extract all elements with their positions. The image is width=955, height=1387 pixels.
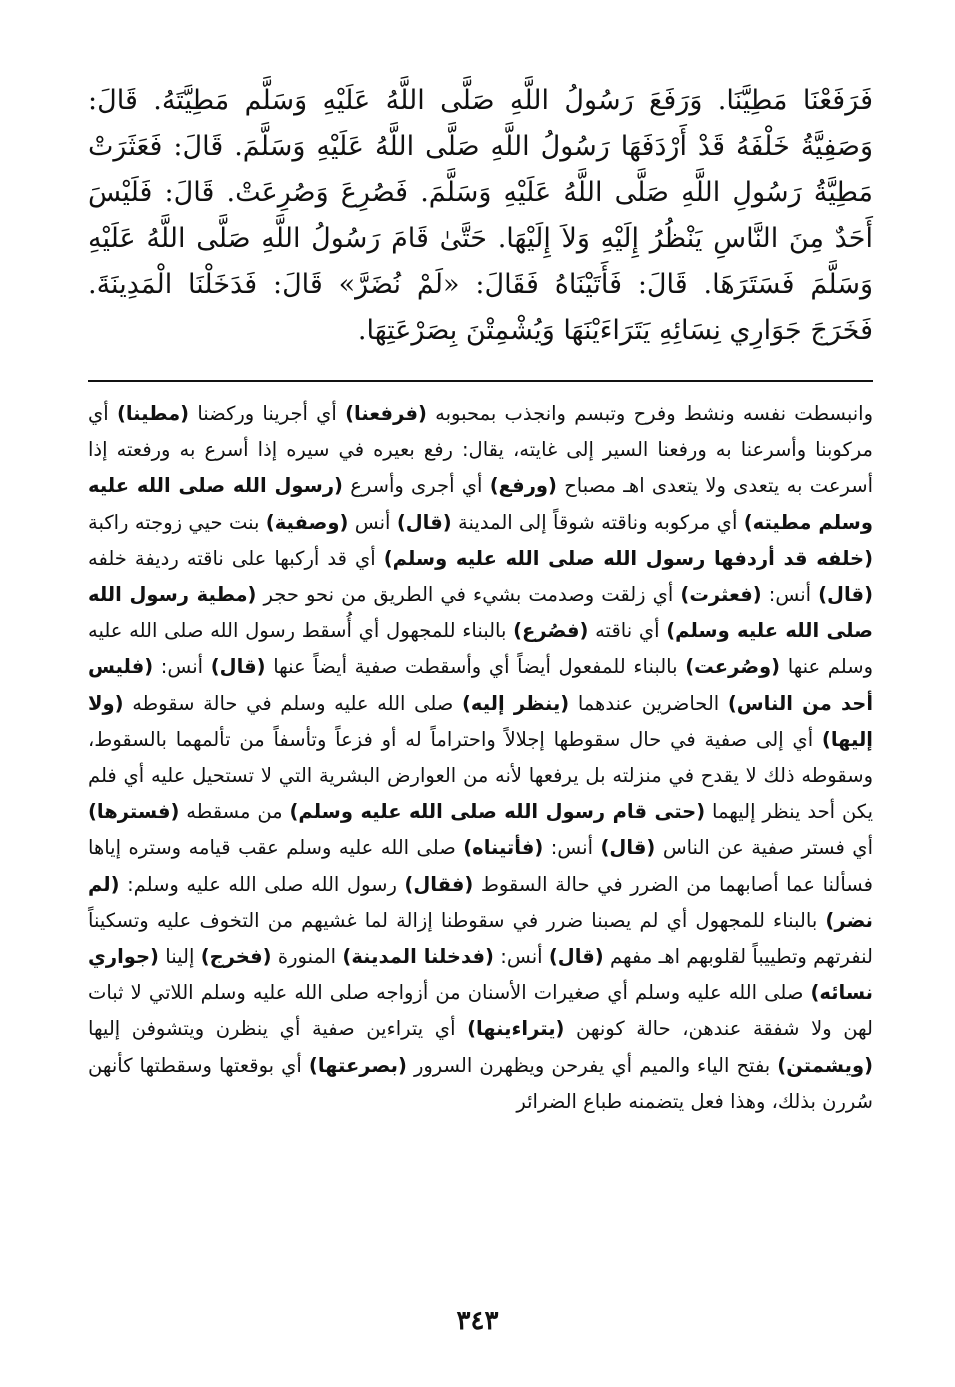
commentary-run: أي فستر صفية عن الناس [655,836,873,860]
page-body [88,78,873,1120]
commentary-keyword: (ورفع) [489,474,557,498]
commentary-run: أي قد أركبها على ناقته رديفة خلفه [88,546,384,570]
commentary-keyword: (مطية رسول الله صلى الله عليه وسلم) [88,583,873,643]
commentary-keyword: (فعثرت) [680,583,762,607]
commentary-keyword: (ينظر إليه) [461,691,570,715]
commentary-keyword: (يتراءينها) [467,1017,565,1041]
commentary-run: وانبسطت نفسه ونشط وفرح وتبسم وانجذب بمحبوبه [426,402,873,425]
commentary-keyword: (ولا إليها) [88,691,873,751]
commentary-keyword: (فرفعنا) [345,402,427,425]
commentary-run: أنس: [153,655,211,679]
commentary-run: رسول الله صلى الله عليه وسلم: [119,872,405,896]
page-number: ٣٤٣ [456,1306,499,1336]
hadith-text: فَرَفَعْنَا مَطِيَّنَا. وَرَفَعَ رَسُولُ اللَّهِ صَلَّى اللَّهُ عَلَيْهِ وَسَلَّم مَطِيَّتَهُ. قَالَ: وَصَفِيَّةُ خَلْفَهُ قَدْ أَرْدَفَهَا رَسُولُ اللَّهِ صَلَّى اللَّهُ عَلَيْهِ وَسَلَّمَ. قَالَ: فَعَثَرَتْ مَطِيَّةُ رَسُولِ اللَّهِ صَلَّى اللَّهُ عَلَيْهِ وَسَلَّمَ. فَصُرِعَ وَصُرِعَتْ. قَالَ: فَلَيْسَ أَحَدٌ مِنَ النَّاسِ يَنْظُرُ إِلَيْهِ وَلاَ إِلَيْهَا. حَتَّىٰ قَامَ رَسُولُ اللَّهِ صَلَّى اللَّهُ عَلَيْهِ وَسَلَّمَ فَسَتَرَهَا. قَالَ: فَأَتَيْنَاهُ فَقَالَ: «لَمْ نُضَرَّ» قَالَ: فَدَخَلْنَا الْمَدِينَةَ. فَخَرَجَ جَوَارِي نِسَائِهِ يَتَرَاءَيْنَهَا وَيُشْمِتْنَ بِصَرْعَتِهَا. [88,85,873,346]
commentary-keyword: (قال) [396,510,452,534]
commentary-keyword: (رسول الله صلى الله عليه وسلم مطيته) [88,474,873,534]
commentary-run: الحاضرين عندهما [569,691,728,715]
commentary-run: صلى الله عليه وسلم في حالة سقوطه [123,691,462,715]
commentary-run: بالبناء للمفعول أيضاً أي وأسقطت صفية أيضاً عنها [265,655,686,679]
commentary-keyword: (قال) [600,836,656,860]
commentary-run: بنت حيي زوجته راكبة [88,510,266,534]
commentary-run: أي إلى صفية في حال سقوطها إجلالاً واحتراماً له أو فزعاً وتأسفاً من تألمهما بالسقوط، وسقوطه ذلك لا يقدح في منزلته بل يرفعها لأنه من العوارض البشرية التي لا تستحيل عليه أي فلم يكن أحد ينظر إليهما [88,727,874,824]
commentary-keyword: (فدخلنا المدينة) [342,945,494,969]
commentary-keyword: (فليس أحد من الناس) [88,655,874,715]
commentary-keyword: (جواري نسائه) [88,945,873,1005]
commentary-run: صلى الله عليه وسلم أي صغيرات الأسنان من أزواجه صلى الله عليه وسلم اللاتي لا ثبات لهن ولا شفقة عندهن، حالة كونهن [88,981,873,1041]
commentary-keyword: (فخرج) [200,945,272,969]
commentary-run: أي أجرينا وركضنا [189,402,346,425]
commentary-text [88,396,873,1120]
commentary-run: أي بوقعتها وسقطتها كأنهن سُررن بذلك، وهذا فعل يتضمنه طباع الضرائر [88,1053,873,1113]
commentary-keyword: (لم نضر) [88,872,873,932]
commentary-run: بالبناء للمجهول أي أُسقط رسول الله صلى الله عليه وسلم عنها [88,619,873,679]
commentary-run: أي ناقته [588,619,667,643]
commentary-run: بفتح الياء والميم أي يفرحن ويظهرن السرور [406,1053,778,1077]
commentary-keyword: (مطينا) [116,402,190,425]
commentary-run: أي زلقت وصدمت بشيء في الطريق من نحو حجر [256,583,681,607]
commentary-keyword: (فأتيناه) [463,836,544,860]
commentary-run: من مسقطه [179,800,290,824]
commentary-run: أنس: [761,583,819,607]
commentary-keyword: (فصُرع) [513,619,589,643]
commentary-run: أنس: [543,836,601,860]
commentary-run: أي أجرى وأسرع [342,474,490,498]
commentary-keyword: (بصرعتها) [308,1053,407,1077]
commentary-keyword: (قال) [548,945,604,969]
commentary-keyword: (ويشمتن) [777,1053,873,1077]
commentary-run: أي مركوبنا وأسرعنا به ورفعنا السير إلى غايته، يقال: رفع بعيره في سيره إذا أسرع به ورفعته إذا أسرعت به يتعدى ولا يتعدى اهـ مصباح [88,402,873,498]
commentary-run: أنس: [493,945,549,969]
commentary-keyword: (قال) [210,655,266,679]
commentary-keyword: (وصُرعت) [685,655,781,679]
commentary-keyword: (وصفية) [265,510,349,534]
commentary-run: صلى الله عليه وسلم عقب قيامه وستره إياها فسألنا عما أصابهما من الضرر في حالة السقوط [88,836,873,896]
commentary-keyword: (فسترها) [88,800,180,824]
footnote-divider [88,380,873,382]
commentary-keyword: (حتى قام رسول الله صلى الله عليه وسلم) [289,800,706,824]
commentary-run: أي يتراءين صفية أي ينظرن ويتشوفن إليها [88,1017,468,1041]
commentary-keyword: (فقال) [404,872,474,896]
commentary-keyword: (قال) [818,583,873,607]
commentary-run: أنس [348,510,397,534]
commentary-run: أي مركوبه وناقته شوقاً إلى المدينة [451,510,744,534]
commentary-run: بالبناء للمجهول أي لم يصبنا ضرر في سقوطنا إزالة لما غشيهم من التخوف عليه وتسكيناً لنفرتهم وتطييباً لقلوبهم اهـ مفهم [88,908,873,969]
commentary-keyword: (خلفه قد أردفها رسول الله صلى الله عليه وسلم) [383,546,873,570]
commentary-run: إلينا [158,945,201,969]
commentary-run: المنورة [271,945,343,969]
